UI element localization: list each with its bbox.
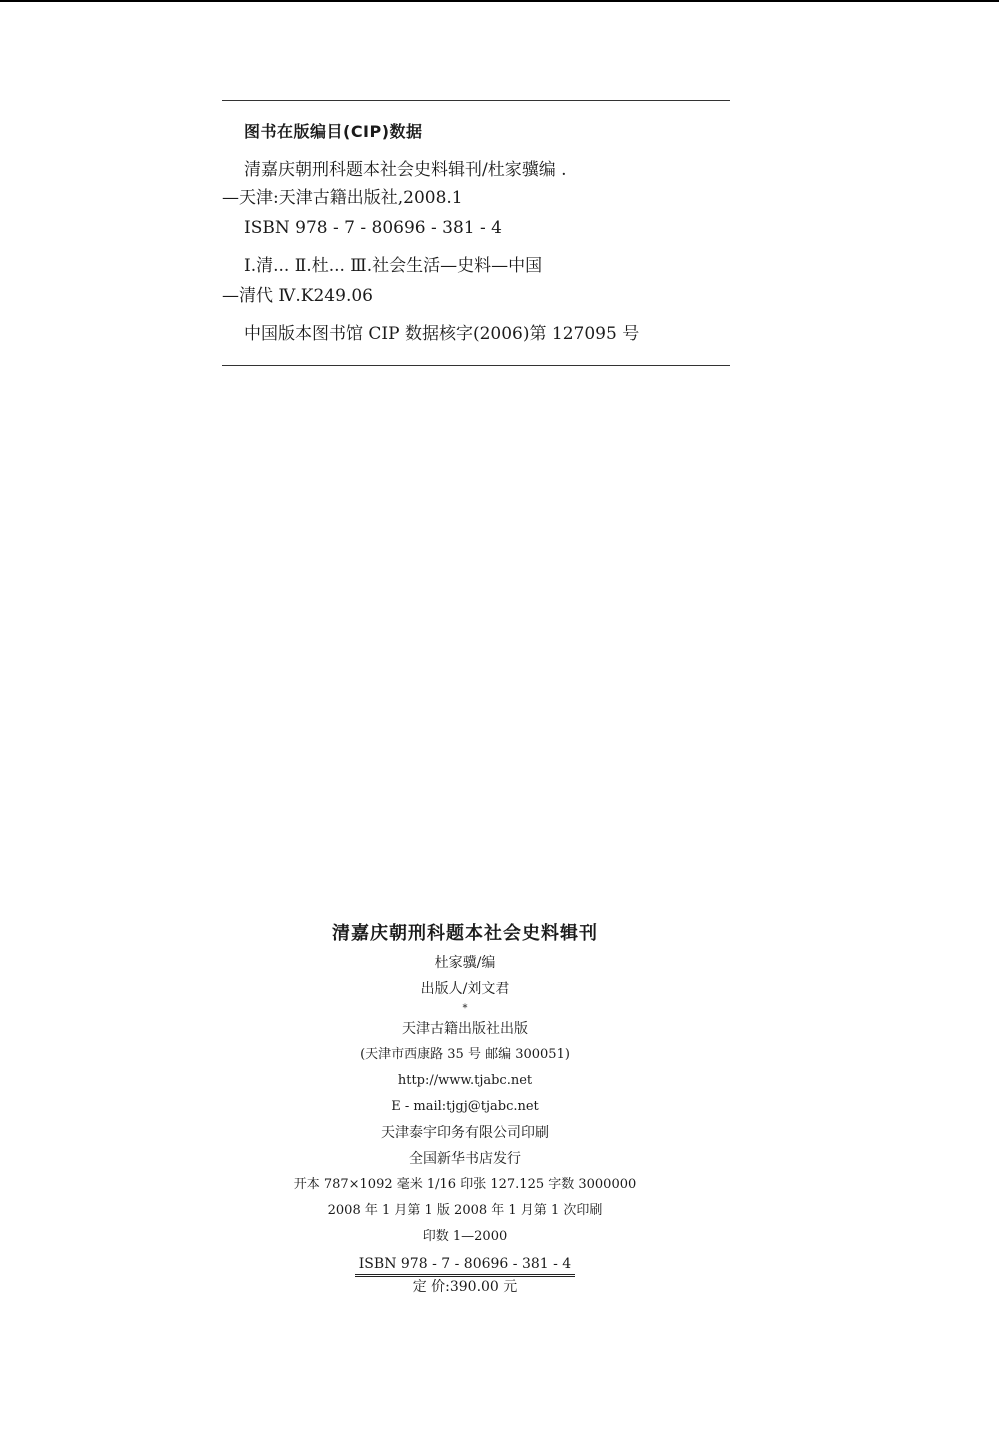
cip-top-rule <box>222 100 730 101</box>
cip-number: 中国版本图书馆 CIP 数据核字(2006)第 127095 号 <box>244 324 640 344</box>
cip-heading: 图书在版编目(CIP)数据 <box>244 122 423 141</box>
colophon-isbn: ISBN 978 - 7 - 80696 - 381 - 4 <box>355 1254 575 1275</box>
cip-isbn: ISBN 978 - 7 - 80696 - 381 - 4 <box>244 218 502 238</box>
colophon-specs: 开本 787×1092 毫米 1/16 印张 127.125 字数 3000000 <box>293 1177 637 1192</box>
colophon-address: (天津市西康路 35 号 邮编 300051) <box>360 1047 570 1062</box>
cip-subject-line-1: Ⅰ.清... Ⅱ.杜... Ⅲ.社会生活—史料—中国 <box>244 256 543 276</box>
colophon-title: 清嘉庆朝刑科题本社会史料辑刊 <box>332 923 598 944</box>
cip-bottom-rule <box>222 365 730 366</box>
colophon-separator: * <box>462 1003 468 1014</box>
colophon-edition: 2008 年 1 月第 1 版 2008 年 1 月第 1 次印刷 <box>327 1203 603 1218</box>
cip-data-block <box>222 100 732 366</box>
colophon-print-run: 印数 1—2000 <box>422 1229 508 1244</box>
colophon-price: 定 价:390.00 元 <box>355 1276 575 1297</box>
colophon-publisher: 天津古籍出版社出版 <box>402 1021 528 1037</box>
page-top-border <box>0 0 999 2</box>
cip-subject-line-2: —清代 Ⅳ.K249.06 <box>222 286 373 306</box>
colophon-distributor: 全国新华书店发行 <box>409 1151 521 1167</box>
isbn-price-box <box>355 1254 575 1297</box>
colophon-editor: 杜家骥/编 <box>434 955 496 971</box>
cip-publisher-line: —天津:天津古籍出版社,2008.1 <box>222 188 463 208</box>
colophon-publisher-person: 出版人/刘文君 <box>420 981 510 997</box>
cip-title-line: 清嘉庆朝刑科题本社会史料辑刊/杜家骥编 . <box>244 160 567 180</box>
colophon-printer: 天津泰宇印务有限公司印刷 <box>381 1125 549 1141</box>
colophon-email: E - mail:tjgj@tjabc.net <box>391 1099 539 1114</box>
colophon-block <box>0 918 930 1297</box>
colophon-website: http://www.tjabc.net <box>397 1073 533 1088</box>
